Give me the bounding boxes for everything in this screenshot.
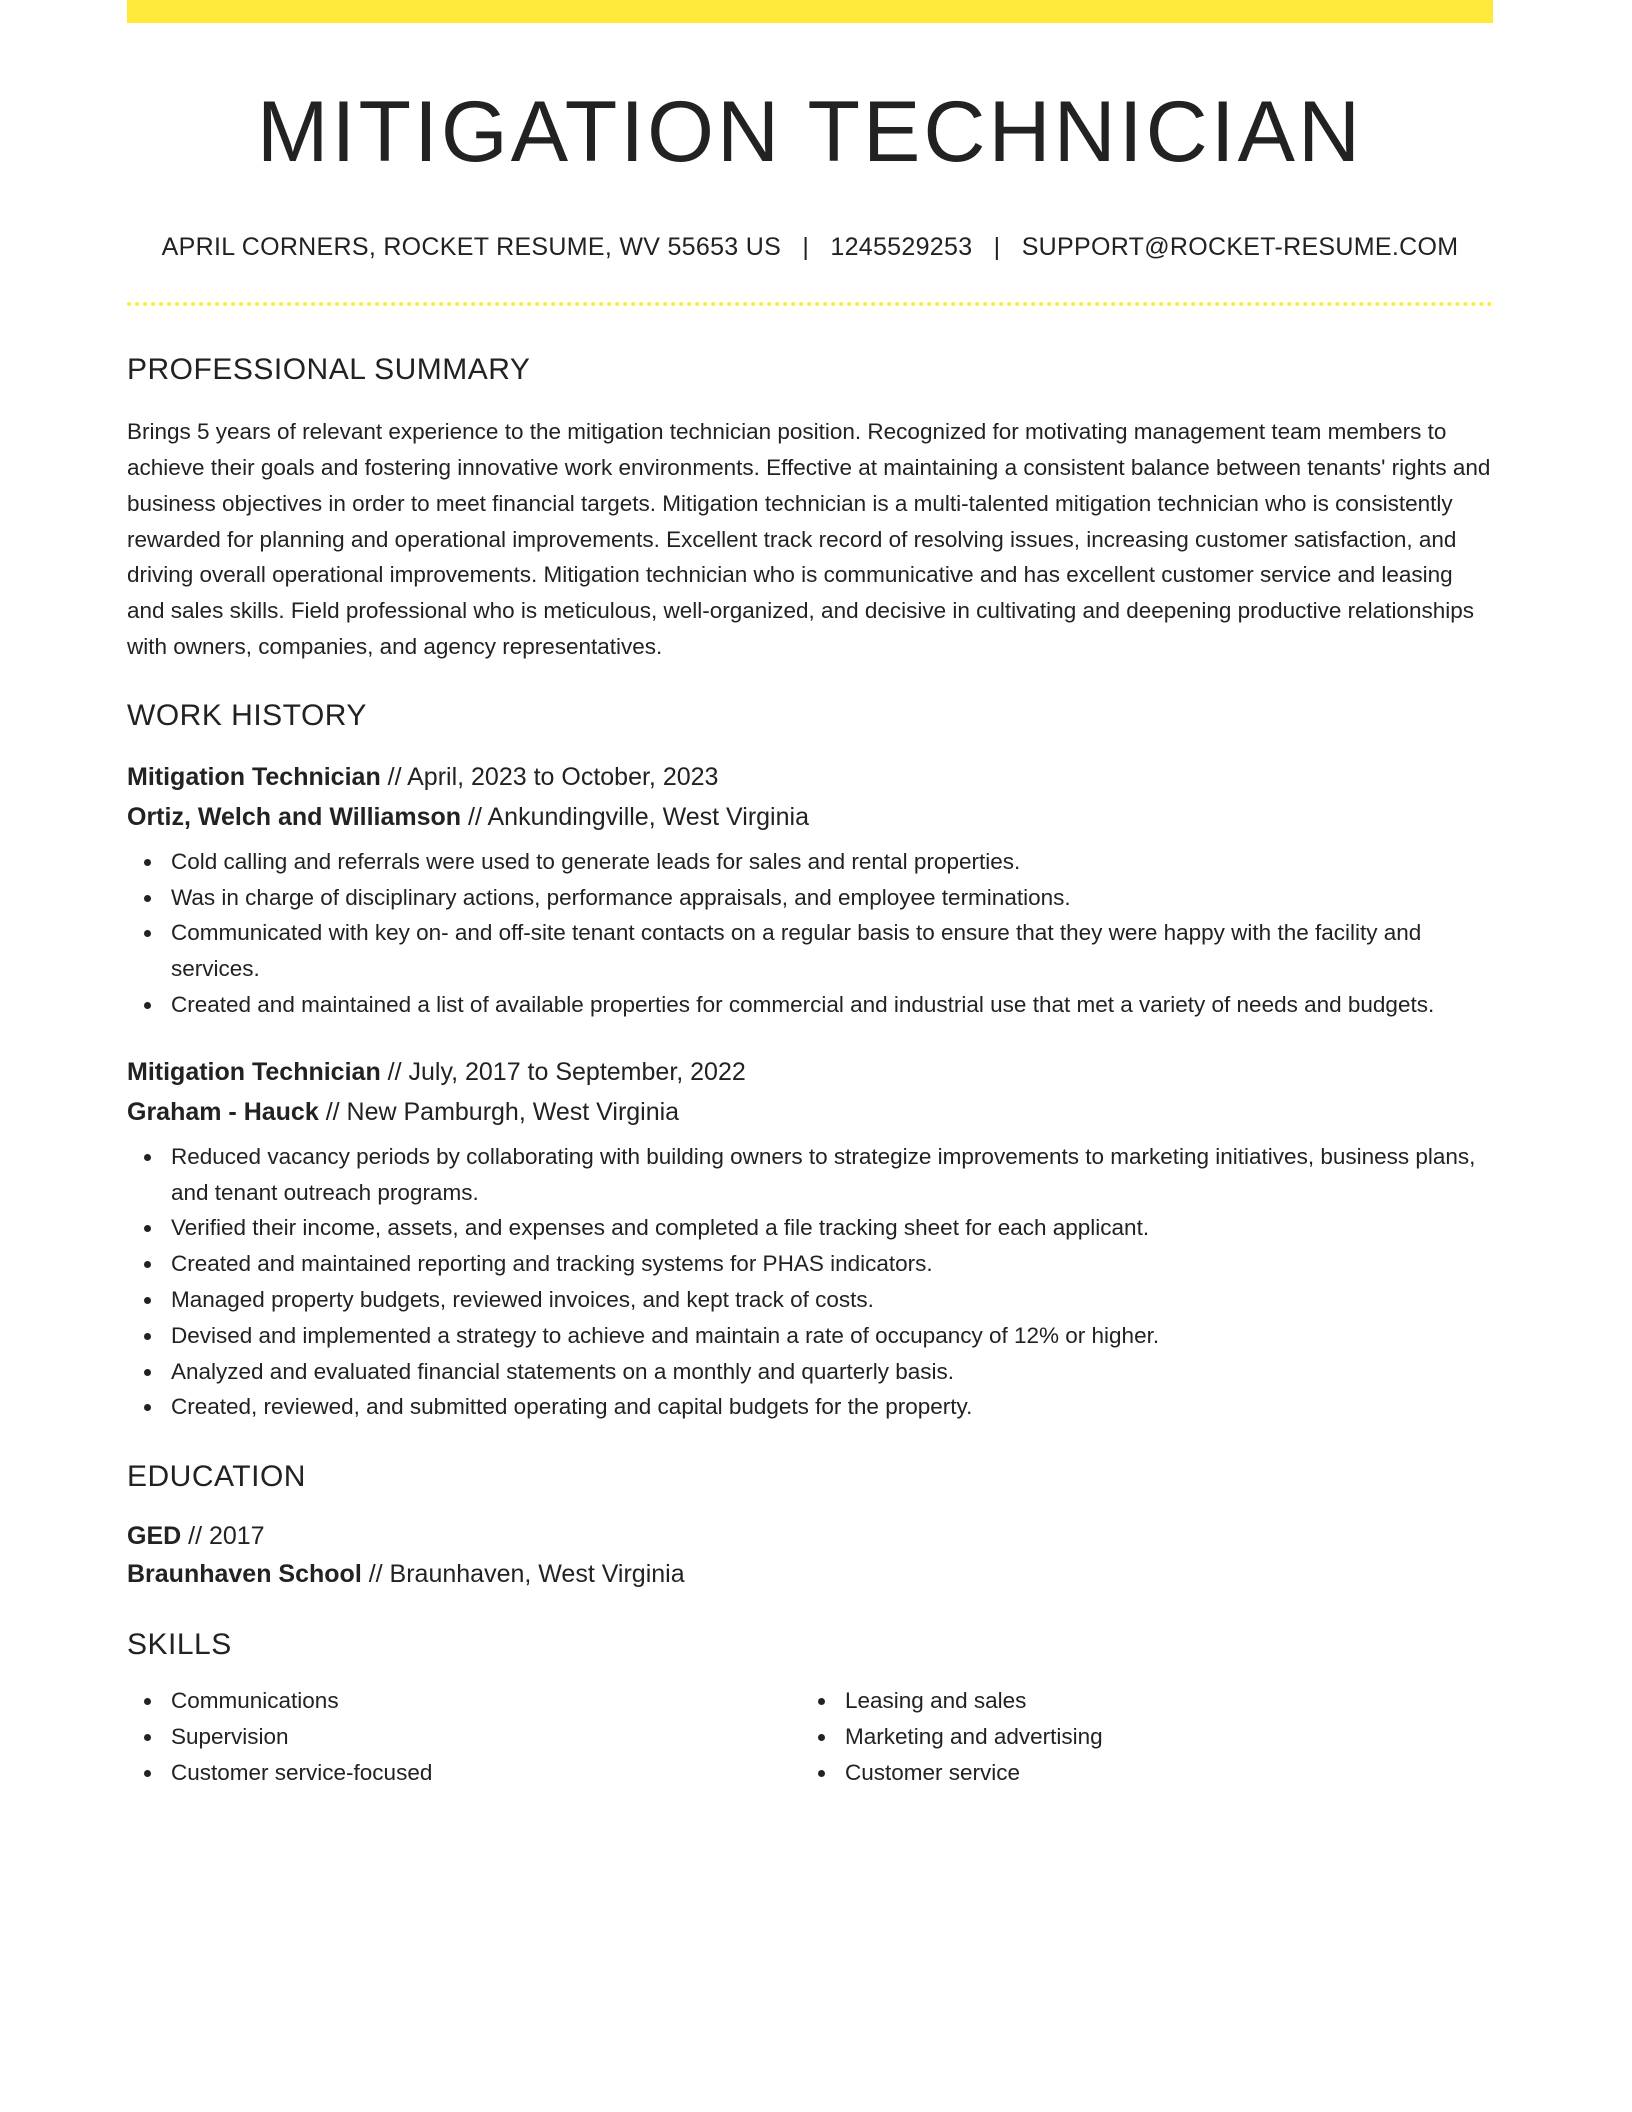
job-bullet: Created and maintained a list of available properties for commercial and industrial use that met a variety of needs and budgets. — [171, 987, 1493, 1023]
job-entry — [127, 1052, 1493, 1425]
school-location: // Braunhaven, West Virginia — [361, 1560, 685, 1589]
job-bullets — [127, 1139, 1493, 1425]
job-title-line — [127, 757, 1493, 797]
job-bullet: Analyzed and evaluated financial statements on a monthly and quarterly basis. — [171, 1354, 1493, 1390]
skills-column-right — [801, 1683, 1475, 1790]
resume-page — [127, 0, 1493, 1791]
skill-item: Marketing and advertising — [845, 1719, 1475, 1755]
skill-item: Customer service-focused — [171, 1755, 801, 1791]
degree: GED — [127, 1522, 182, 1551]
skills-grid — [127, 1683, 1493, 1790]
job-bullet: Communicated with key on- and off-site tenant contacts on a regular basis to ensure that they were happy with the facility and services. — [171, 915, 1493, 987]
job-bullet: Verified their income, assets, and expenses and completed a file tracking sheet for each applicant. — [171, 1210, 1493, 1246]
job-bullet: Created, reviewed, and submitted operating and capital budgets for the property. — [171, 1389, 1493, 1425]
job-bullet: Managed property budgets, reviewed invoices, and kept track of costs. — [171, 1282, 1493, 1318]
skills-section — [127, 1627, 1493, 1790]
job-company: Ortiz, Welch and Williamson — [127, 802, 462, 831]
summary-section — [127, 352, 1493, 665]
job-company-line — [127, 1092, 1493, 1132]
job-location: // Ankundingville, West Virginia — [461, 802, 809, 831]
summary-heading: PROFESSIONAL SUMMARY — [127, 353, 531, 387]
job-title-line — [127, 1052, 1493, 1092]
skill-item: Communications — [171, 1683, 801, 1719]
work-history-section — [127, 698, 1493, 1425]
job-bullets — [127, 844, 1493, 1023]
work-history-heading: WORK HISTORY — [127, 698, 367, 732]
job-dates: // April, 2023 to October, 2023 — [380, 762, 719, 791]
education-entry — [127, 1517, 1493, 1593]
skill-item: Supervision — [171, 1719, 801, 1755]
job-role: Mitigation Technician — [127, 762, 381, 791]
job-company-line — [127, 797, 1493, 837]
skill-item: Customer service — [845, 1755, 1475, 1791]
contact-email: SUPPORT@ROCKET-RESUME.COM — [1021, 233, 1459, 262]
job-bullet: Created and maintained reporting and tracking systems for PHAS indicators. — [171, 1246, 1493, 1282]
skill-item: Leasing and sales — [845, 1683, 1475, 1719]
job-location: // New Pamburgh, West Virginia — [318, 1097, 680, 1126]
job-entry — [127, 757, 1493, 1023]
accent-top-bar — [127, 0, 1493, 23]
job-bullet: Reduced vacancy periods by collaborating with building owners to strategize improvements to marketing initiatives, business plans, and tenant outreach programs. — [171, 1139, 1493, 1211]
contact-address: APRIL CORNERS, ROCKET RESUME, WV 55653 US — [161, 233, 782, 262]
skills-column-left — [127, 1683, 801, 1790]
header-divider — [127, 302, 1493, 306]
contact-separator: | — [993, 233, 1001, 262]
summary-text: Brings 5 years of relevant experience to the mitigation technician position. Recognized for motivating management team members to achieve their goals and fostering innovative work environments. Effective at maintaining a consistent balance between tenants' rights and business objectives in order to meet financial targets. Mitigation technician is a multi-talented mitigation technician who is consistently rewarded for planning and operational improvements. Excellent track record of resolving issues, increasing customer satisfaction, and driving overall operational improvements. Mitigation technician who is communicative and has excellent customer service and leasing and sales skills. Field professional who is meticulous, well-organized, and decisive in cultivating and deepening productive relationships with owners, companies, and agency representatives. — [127, 419, 1491, 659]
contact-line — [127, 232, 1493, 262]
education-heading: EDUCATION — [127, 1460, 306, 1494]
candidate-name: MITIGATION TECHNICIAN — [256, 84, 1364, 180]
school-line — [127, 1555, 1493, 1593]
job-bullet: Devised and implemented a strategy to achieve and maintain a rate of occupancy of 12% or higher. — [171, 1318, 1493, 1354]
education-section — [127, 1459, 1493, 1593]
school: Braunhaven School — [127, 1560, 362, 1589]
degree-line — [127, 1517, 1493, 1555]
skills-heading: SKILLS — [127, 1628, 232, 1662]
contact-separator: | — [802, 233, 810, 262]
degree-year: // 2017 — [181, 1522, 265, 1551]
contact-phone: 1245529253 — [830, 233, 973, 262]
job-bullet: Cold calling and referrals were used to generate leads for sales and rental properties. — [171, 844, 1493, 880]
job-dates: // July, 2017 to September, 2022 — [380, 1057, 746, 1086]
job-role: Mitigation Technician — [127, 1057, 381, 1086]
job-company: Graham - Hauck — [127, 1097, 319, 1126]
job-bullet: Was in charge of disciplinary actions, performance appraisals, and employee terminations. — [171, 880, 1493, 916]
